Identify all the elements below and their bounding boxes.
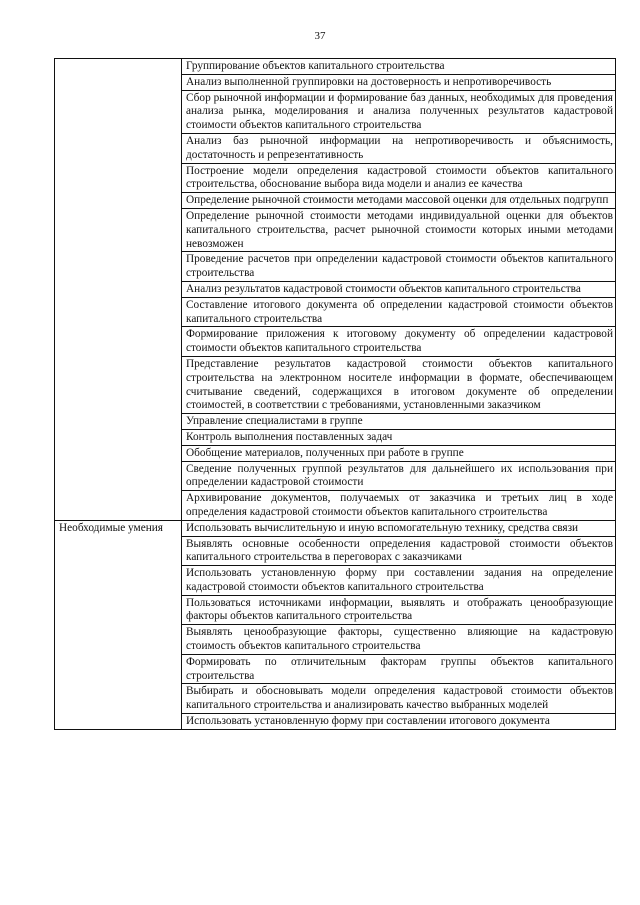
requirement-item: Анализ результатов кадастровой стоимости объектов капитального строительства bbox=[182, 281, 616, 297]
requirement-item: Анализ выполненной группировки на достоверность и непротиворечивость bbox=[182, 74, 616, 90]
section-label: Необходимые умения bbox=[55, 520, 182, 729]
requirement-item: Представление результатов кадастровой стоимости объектов капитального строительства на электронном носителе информации в формате, обеспечивающем считывание сведений, содержащихся в итоговом документе об определении стоимостей, в соответствии с требованиями, установленными заказчиком bbox=[182, 356, 616, 413]
requirement-item: Использовать вычислительную и иную вспомогательную технику, средства связи bbox=[182, 520, 616, 536]
requirement-item: Составление итогового документа об определении кадастровой стоимости объектов капитального строительства bbox=[182, 297, 616, 327]
table-row bbox=[55, 59, 616, 75]
requirement-item: Формирование приложения к итоговому документу об определении кадастровой стоимости объектов капитального строительства bbox=[182, 327, 616, 357]
requirements-table-body bbox=[55, 59, 616, 730]
requirement-item: Контроль выполнения поставленных задач bbox=[182, 429, 616, 445]
requirement-item: Архивирование документов, получаемых от заказчика и третьих лиц в ходе определения кадастровой стоимости объектов капитального строительства bbox=[182, 491, 616, 521]
requirement-item: Построение модели определения кадастровой стоимости объектов капитального строительства, обоснование выбора вида модели и анализ ее качества bbox=[182, 163, 616, 193]
requirement-item: Сведение полученных группой результатов для дальнейшего их использования при определении кадастровой стоимости bbox=[182, 461, 616, 491]
requirement-item: Проведение расчетов при определении кадастровой стоимости объектов капитального строительства bbox=[182, 252, 616, 282]
table-row bbox=[55, 520, 616, 536]
requirements-table bbox=[54, 58, 616, 730]
requirement-item: Использовать установленную форму при составлении итогового документа bbox=[182, 714, 616, 730]
requirement-item: Анализ баз рыночной информации на непротиворечивость и объяснимость, достаточность и репрезентативность bbox=[182, 133, 616, 163]
requirement-item: Использовать установленную форму при составлении задания на определение кадастровой стоимости объектов капитального строительства bbox=[182, 566, 616, 596]
requirement-item: Управление специалистами в группе bbox=[182, 414, 616, 430]
page-number: 37 bbox=[314, 30, 326, 42]
requirement-item: Выбирать и обосновывать модели определения кадастровой стоимости объектов капитального строительства и анализировать качество выбранных моделей bbox=[182, 684, 616, 714]
requirement-item: Определение рыночной стоимости методами индивидуальной оценки для объектов капитального строительства, расчет рыночной стоимости которых иными методами невозможен bbox=[182, 208, 616, 251]
requirement-item: Определение рыночной стоимости методами массовой оценки для отдельных подгрупп bbox=[182, 193, 616, 209]
requirement-item: Выявлять основные особенности определения кадастровой стоимости объектов капитального строительства в переговорах с заказчиками bbox=[182, 536, 616, 566]
requirement-item: Выявлять ценообразующие факторы, существенно влияющие на кадастровую стоимость объектов капитального строительства bbox=[182, 625, 616, 655]
requirement-item: Группирование объектов капитального строительства bbox=[182, 59, 616, 75]
requirement-item: Сбор рыночной информации и формирование баз данных, необходимых для проведения анализа рынка, моделирования и анализа полученных результатов кадастровой стоимости объектов капитального строительства bbox=[182, 90, 616, 133]
section-label bbox=[55, 59, 182, 521]
requirement-item: Обобщение материалов, полученных при работе в группе bbox=[182, 445, 616, 461]
requirement-item: Пользоваться источниками информации, выявлять и отображать ценообразующие факторы объектов капитального строительства bbox=[182, 595, 616, 625]
requirement-item: Формировать по отличительным факторам группы объектов капитального строительства bbox=[182, 654, 616, 684]
